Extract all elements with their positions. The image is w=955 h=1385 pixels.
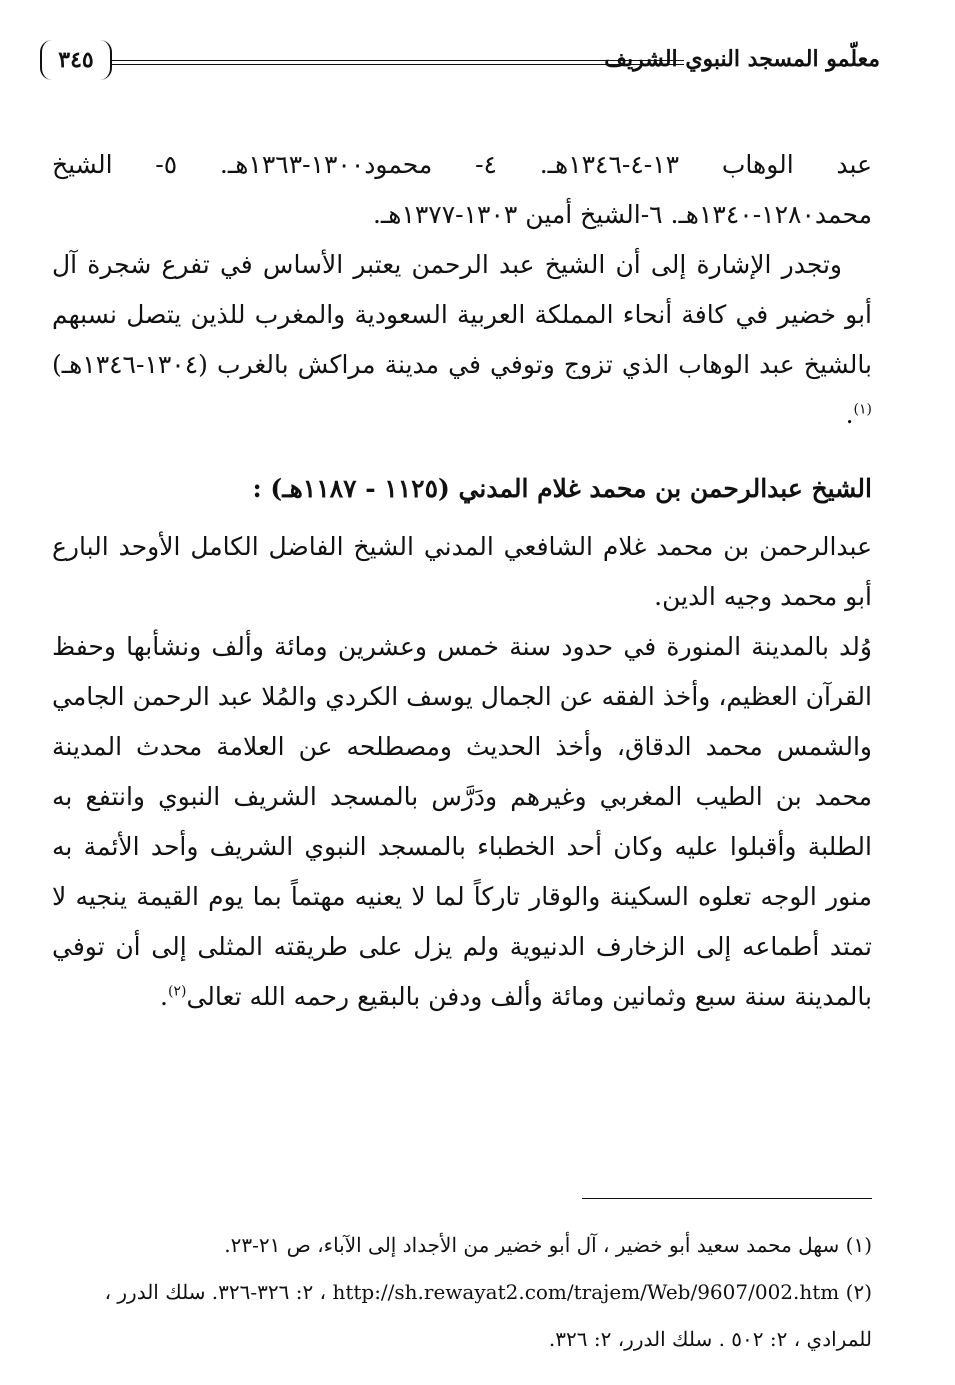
footnote-2 [52,1269,872,1316]
main-text [52,140,872,1022]
footnote-2-continuation: للمرادي ، ٢: ٥٠٢ . سلك الدرر، ٢: ٣٢٦. [548,1327,872,1351]
page-number: ٣٤٥ [40,40,112,80]
footnote-separator [582,1198,872,1199]
footnote-ref-1: (١) [853,401,872,418]
footnote-2-number: (٢) [839,1280,872,1304]
page-header [40,40,880,84]
paragraph-family-note-text: وتجدر الإشارة إلى أن الشيخ عبد الرحمن يعتبر الأساس في تفرع شجرة آل أبو خضير في كافة أنحاء المملكة العربية السعودية والمغرب للذين يتصل نسبهم بالشيخ عبد الوهاب الذي تزوج وتوفي في مدينة مراكش بالغرب (١٣٠٤-١٣٤٦هـ) [52,250,872,379]
section-heading: الشيخ عبدالرحمن بن محمد غلام المدني (١١٢٥ - ١١٨٧هـ) : [252,474,872,503]
paragraph-biography [52,622,872,1022]
footnote-2-url: http://sh.rewayat2.com/trajem/Web/9607/002.htm [332,1280,840,1304]
paragraph-name: عبدالرحمن بن محمد غلام الشافعي المدني الشيخ الفاضل الكامل الأوحد البارع أبو محمد وجيه الدين. [52,532,872,611]
paragraph-lineage-list: عبد الوهاب ١٣-٤-١٣٤٦هـ. ٤- محمود١٣٠٠-١٣٦٣هـ. ٥- الشيخ محمد١٢٨٠-١٣٤٠هـ. ٦-الشيخ أمين ١٣٠٣-١٣٧٧هـ. [52,150,873,229]
spacer [52,440,872,452]
footnote-ref-2: (٢) [167,983,187,1000]
paragraph-family-note: وتجدر الإشارة إلى أن الشيخ عبد الرحمن يعتبر الأساس في تفرع شجرة آل أبو خضير في كافة أنحاء المملكة العربية السعودية والمغرب للذين يتصل نسبهم بالشيخ عبد الوهاب الذي تزوج وتوفي في مدينة مراكش بالغرب (١٣٠٤-١٣٤٦هـ)$^{(١)}$. [52,250,872,429]
footnote-1: (١) سهل محمد سعيد أبو خضير ، آل أبو خضير من الأجداد إلى الآباء، ص ٢١-٢٣. [224,1233,872,1257]
running-title: معلّمو المسجد النبوي الشريف [604,46,880,72]
paragraph-biography-end: . [160,982,168,1011]
footnote-2-source: ، ٢: ٣٢٦-٣٢٦. سلك الدرر ، [104,1280,333,1304]
paragraph-biography-text: وُلد بالمدينة المنورة في حدود سنة خمس وعشرين ومائة وألف ونشأبها وحفظ القرآن العظيم، وأخذ الفقه عن الجمال يوسف الكردي والمُلا عبد الرحمن الجامي والشمس محمد الدقاق، وأخذ الحديث ومصطلحه عن العلامة محدث المدينة محمد بن الطيب المغربي وغيرهم ودَرَّس بالمسجد الشريف النبوي وانتفع به الطلبة وأقبلوا عليه وكان أحد الخطباء بالمسجد النبوي الشريف وأحد الأئمة به منور الوجه تعلوه السكينة والوقار تاركاً لما لا يعنيه مهتماً بما يوم القيمة ينجيه لا تمتد أطماعه إلى الزخارف الدنيوية ولم يزل على طريقته المثلى إلى أن توفي بالمدينة سنة سبع وثمانين ومائة وألف ودفن بالبقيع رحمه الله تعالى [52,632,872,1011]
header-rule [110,60,684,65]
footnotes [52,1222,872,1363]
